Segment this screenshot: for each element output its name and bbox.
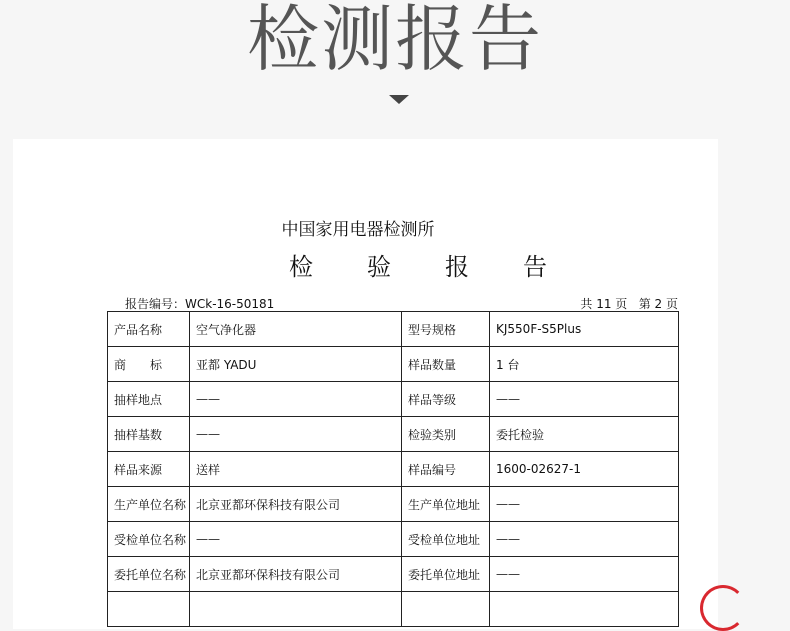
field-label: 样品编号	[402, 452, 490, 487]
down-arrow-icon	[389, 95, 409, 104]
field-value: ——	[490, 557, 679, 592]
table-row	[108, 347, 679, 382]
field-value: 北京亚都环保科技有限公司	[190, 487, 402, 522]
institute-name: 中国家用电器检测所	[281, 220, 435, 240]
field-value: ——	[190, 522, 402, 557]
field-value: ——	[190, 417, 402, 452]
field-label: 产品名称	[108, 312, 190, 347]
report-title-char: 检	[289, 253, 313, 281]
field-label: 样品数量	[402, 347, 490, 382]
table-row	[108, 382, 679, 417]
field-value: 北京亚都环保科技有限公司	[190, 557, 402, 592]
field-value: ——	[490, 522, 679, 557]
table-row	[108, 452, 679, 487]
field-label	[402, 592, 490, 627]
table-row	[108, 522, 679, 557]
field-label: 样品来源	[108, 452, 190, 487]
field-value: 委托检验	[490, 417, 679, 452]
report-page	[13, 139, 718, 629]
field-value: 空气净化器	[190, 312, 402, 347]
banner-title: 检测报告	[246, 0, 543, 81]
field-value	[490, 592, 679, 627]
field-label: 抽样基数	[108, 417, 190, 452]
field-label	[108, 592, 190, 627]
field-label: 商 标	[108, 347, 190, 382]
field-value	[190, 592, 402, 627]
field-value: 送样	[190, 452, 402, 487]
field-label: 委托单位名称	[108, 557, 190, 592]
field-label: 生产单位地址	[402, 487, 490, 522]
field-label: 样品等级	[402, 382, 490, 417]
table-row	[108, 592, 679, 627]
field-value: 1600-02627-1	[490, 452, 679, 487]
field-value: ——	[490, 382, 679, 417]
table-row	[108, 487, 679, 522]
report-number: 报告编号：WCk-16-50181	[125, 297, 275, 311]
report-title-char: 报	[445, 253, 469, 281]
field-label: 受检单位地址	[402, 522, 490, 557]
field-value: 亚都 YADU	[190, 347, 402, 382]
field-label: 生产单位名称	[108, 487, 190, 522]
table-row	[108, 417, 679, 452]
field-value: ——	[490, 487, 679, 522]
report-title-char: 验	[367, 253, 391, 281]
red-seal-stamp	[700, 585, 746, 631]
table-row	[108, 557, 679, 592]
field-value: KJ550F-S5Plus	[490, 312, 679, 347]
field-label: 检验类别	[402, 417, 490, 452]
table-row	[108, 312, 679, 347]
field-value: 1 台	[490, 347, 679, 382]
page-info: 共 11 页 第 2 页	[580, 297, 678, 311]
field-label: 型号规格	[402, 312, 490, 347]
field-label: 抽样地点	[108, 382, 190, 417]
report-title-char: 告	[523, 253, 547, 281]
field-value: ——	[190, 382, 402, 417]
field-label: 受检单位名称	[108, 522, 190, 557]
field-label: 委托单位地址	[402, 557, 490, 592]
report-info-table	[107, 311, 679, 627]
